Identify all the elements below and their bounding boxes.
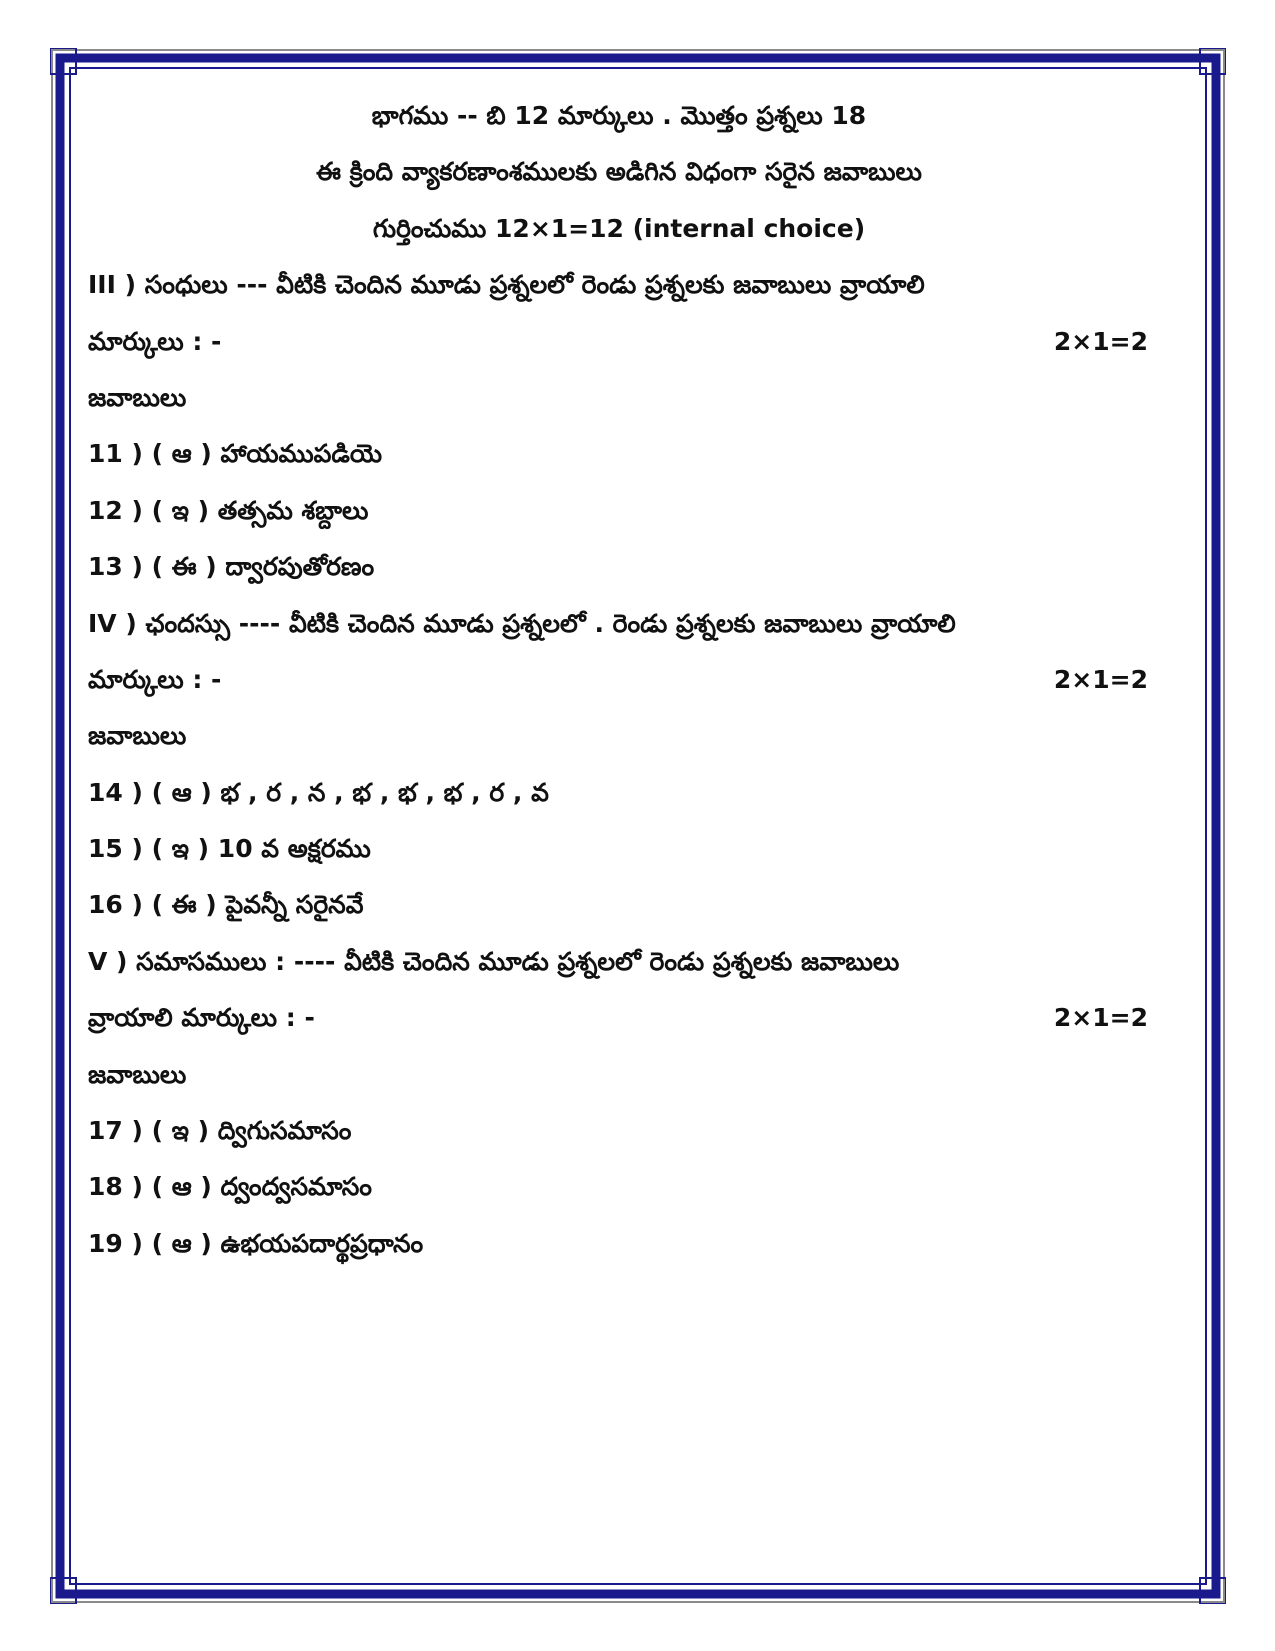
answers-label: జవాబులు <box>88 382 187 412</box>
answer-item: 13 ) ( ఈ ) ద్వారపుతోరణం <box>88 552 375 582</box>
answer-item: 14 ) ( ఆ ) భ , ర , న , భ , భ , భ , ర , వ <box>88 777 549 807</box>
section-marks-row <box>88 990 1150 1046</box>
header-line-3: గుర్తించుము 12×1=12 (internal choice) <box>372 213 866 243</box>
marks-label: మార్కులు : - <box>88 664 222 694</box>
answer-item: 16 ) ( ఈ ) పైవన్నీ సరైనవే <box>88 890 364 920</box>
answer-item: 18 ) ( ఆ ) ద్వంద్వసమాసం <box>88 1172 372 1202</box>
answer-item: 15 ) ( ఇ ) 10 వ అక్షరము <box>88 834 371 864</box>
answer-key-content <box>88 88 1150 1272</box>
marks-label: మార్కులు : - <box>88 326 222 356</box>
marks-value: 2×1=2 <box>1053 1003 1148 1033</box>
header-line-2: ఈ క్రింది వ్యాకరణాంశములకు అడిగిన విధంగా సరైన జవాబులు <box>316 157 922 187</box>
answer-item: 17 ) ( ఇ ) ద్విగుసమాసం <box>88 1116 352 1146</box>
marks-value: 2×1=2 <box>1053 664 1148 694</box>
section-marks-row <box>88 314 1150 370</box>
section-title-chandassu: IV ) ఛందస్సు ---- వీటికి చెందిన మూడు ప్రశ్నలలో . రెండు ప్రశ్నలకు జవాబులు వ్రాయాలి <box>88 608 956 638</box>
answer-item: 11 ) ( ఆ ) హాయముపడియె <box>88 439 383 469</box>
section-title-sandhi: III ) సంధులు --- వీటికి చెందిన మూడు ప్రశ్నలలో రెండు ప్రశ్నలకు జవాబులు వ్రాయాలి <box>88 270 925 300</box>
answers-label: జవాబులు <box>88 1059 187 1089</box>
marks-value: 2×1=2 <box>1053 326 1148 356</box>
answers-label: జవాబులు <box>88 721 187 751</box>
marks-label: వ్రాయాలి మార్కులు : - <box>88 1003 315 1033</box>
section-marks-row <box>88 652 1150 708</box>
section-title-samasamulu: V ) సమాసములు : ---- వీటికి చెందిన మూడు ప్రశ్నలలో రెండు ప్రశ్నలకు జవాబులు <box>88 946 900 976</box>
answer-item: 19 ) ( ఆ ) ఉభయపదార్థప్రధానం <box>88 1228 424 1258</box>
header-line-1: భాగము -- బి 12 మార్కులు . మొత్తం ప్రశ్నలు 18 <box>371 101 867 130</box>
answer-item: 12 ) ( ఇ ) తత్సమ శబ్దాలు <box>88 495 369 525</box>
